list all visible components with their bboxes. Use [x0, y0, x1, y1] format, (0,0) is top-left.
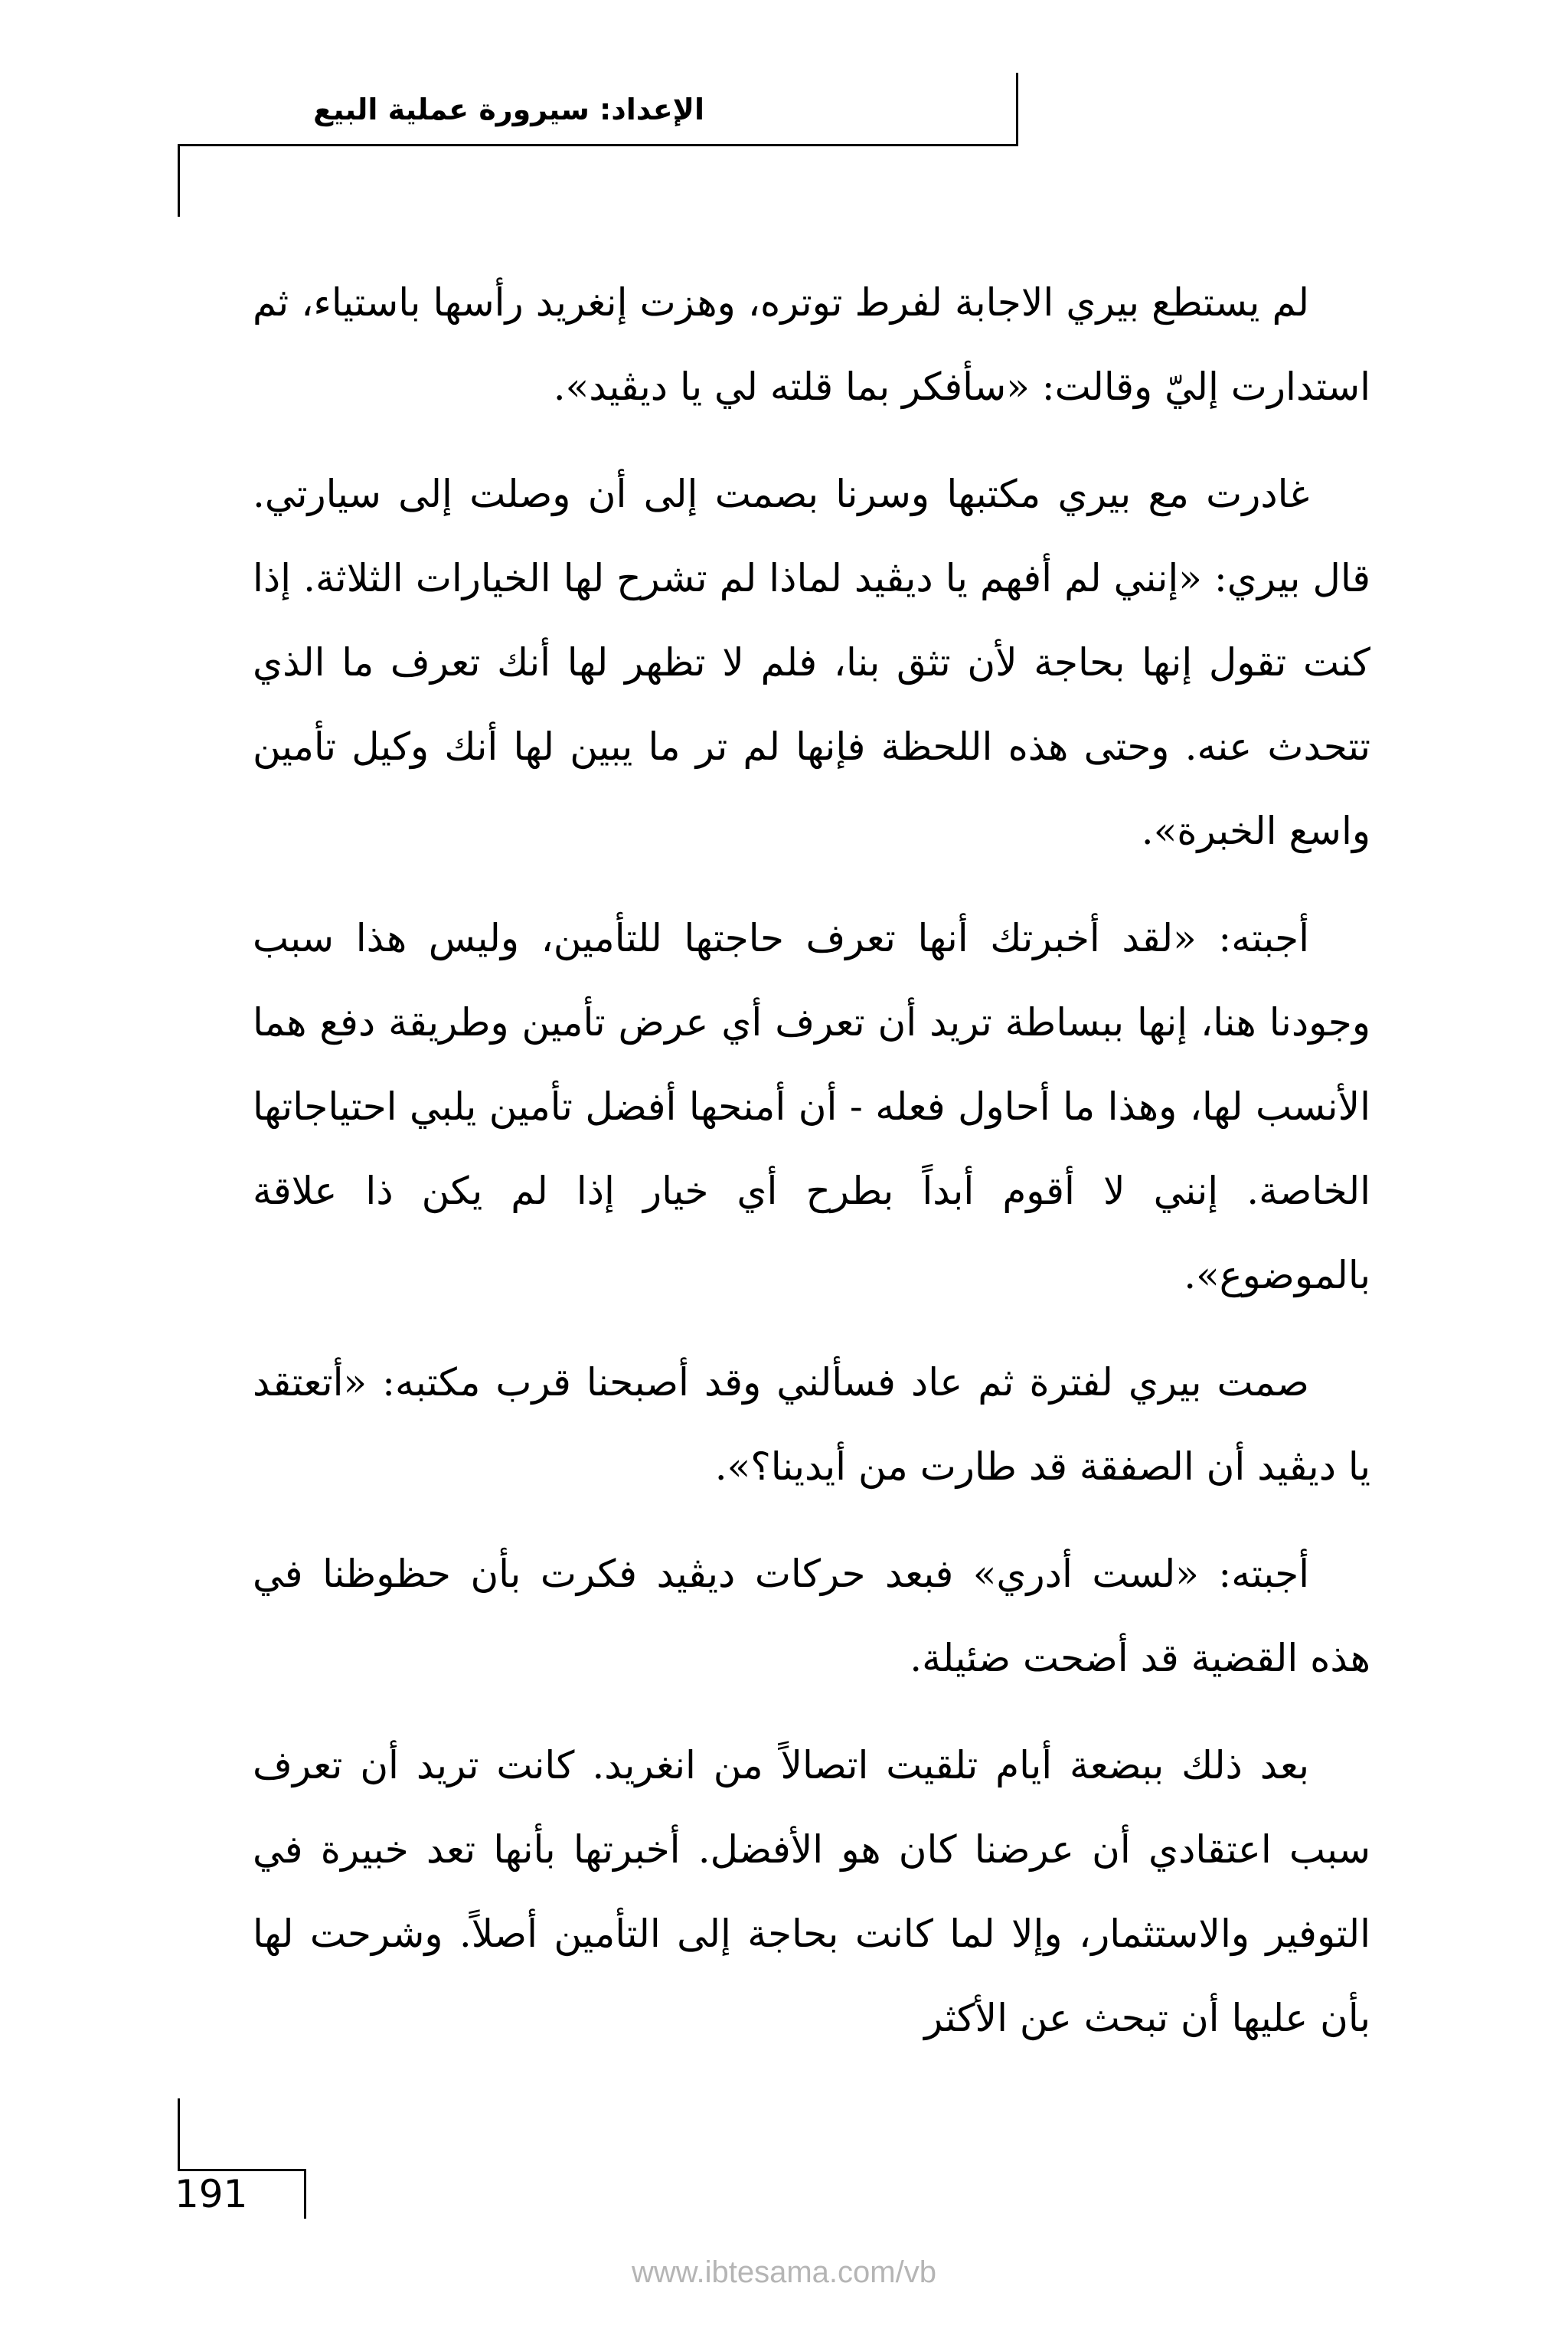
paragraph-3: أجبته: «لقد أخبرتك أنها تعرف حاجتها للتأمين، وليس هذا سبب وجودنا هنا، إنها ببساطة تريد أن تعرف أي عرض تأمين وطريقة دفع هما الأنسب لها، وهذا ما أحاول فعله - أن أمنحها أفضل تأمين يلبي احتياجاتها الخاصة. إنني لا أقوم أبداً بطرح أي خيار إذا لم يكن ذا علاقة بالموضوع».	[253, 916, 1370, 1297]
header-rule-horizontal	[178, 144, 1018, 146]
paragraph-4: صمت بيري لفترة ثم عاد فسألني وقد أصبحنا قرب مكتبه: «أتعتقد يا ديڤيد أن الصفقة قد طارت من أيدينا؟».	[253, 1360, 1370, 1489]
paragraph-1: لم يستطع بيري الاجابة لفرط توتره، وهزت إنغريد رأسها باستياء، ثم استدارت إليّ وقالت: «سأفكر بما قلته لي يا ديڤيد».	[253, 280, 1370, 409]
paragraph-5: أجبته: «لست أدري» فبعد حركات ديڤيد فكرت بأن حظوظنا في هذه القضية قد أضحت ضئيلة.	[253, 1552, 1370, 1680]
header-rule-vertical-right	[1016, 73, 1018, 146]
paragraph-2: غادرت مع بيري مكتبها وسرنا بصمت إلى أن وصلت إلى سيارتي. قال بيري: «إنني لم أفهم يا ديڤيد لماذا لم تشرح لها الخيارات الثلاثة. إذا كنت تقول إنها بحاجة لأن تثق بنا، فلم لا تظهر لها أنك تعرف ما الذي تتحدث عنه. وحتى هذه اللحظة فإنها لم تر ما يبين لها أنك وكيل تأمين واسع الخبرة».	[253, 472, 1370, 853]
watermark-url: www.ibtesama.com/vb	[632, 2255, 936, 2289]
header-rule-vertical-left	[178, 144, 180, 217]
body-text	[253, 260, 1370, 2083]
footer-rule-vertical-left	[178, 2098, 180, 2171]
paragraph-6: بعد ذلك ببضعة أيام تلقيت اتصالاً من انغريد. كانت تريد أن تعرف سبب اعتقادي أن عرضنا كان هو الأفضل. أخبرتها بأنها تعد خبيرة في التوفير والاستثمار، وإلا لما كانت بحاجة إلى التأمين أصلاً. وشرحت لها بأن عليها أن تبحث عن الأكثر	[253, 1743, 1370, 2040]
footer-rule-vertical-right	[304, 2169, 306, 2219]
page-number: 191	[175, 2172, 248, 2216]
running-header-title: الإعداد: سيرورة عملية البيع	[313, 93, 704, 126]
